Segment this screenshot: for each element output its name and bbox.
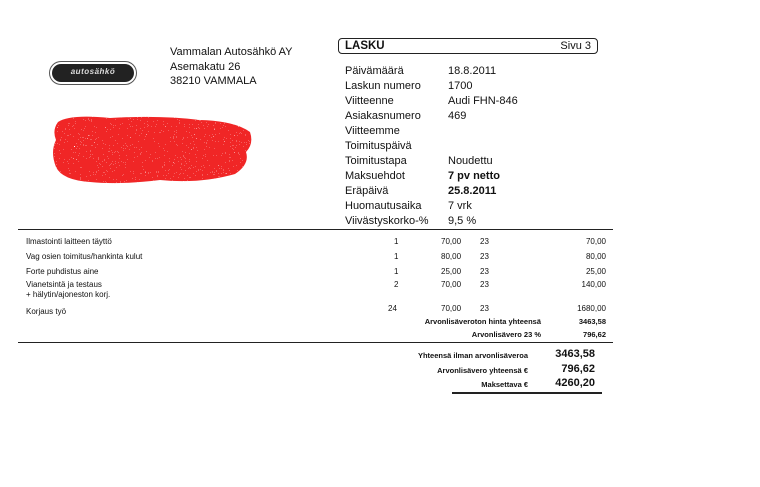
total-vat-value: 796,62 (561, 363, 595, 375)
company-street: Asemakatu 26 (170, 60, 241, 73)
item-description: Ilmastointi laitteen täyttö (26, 237, 112, 246)
meta-row (345, 214, 518, 229)
item-vat: 23 (480, 237, 489, 246)
meta-row (345, 79, 518, 94)
company-name: Vammalan Autosähkö AY (170, 46, 293, 58)
meta-label: Viitteemme (345, 125, 400, 137)
divider-top (18, 229, 613, 230)
item-quantity: 1 (394, 252, 399, 261)
meta-label: Maksuehdot (345, 170, 405, 182)
meta-row (345, 199, 518, 214)
item-unit-price: 80,00 (441, 252, 462, 261)
meta-label: Asiakasnumero (345, 110, 421, 122)
meta-value: 7 pv netto (448, 170, 500, 182)
meta-value: 469 (448, 110, 467, 122)
item-quantity: 24 (388, 304, 397, 313)
item-description: Vianetsintä ja testaus (26, 280, 102, 289)
meta-value: Audi FHN-846 (448, 95, 518, 107)
company-address (170, 45, 293, 89)
item-vat: 23 (480, 304, 489, 313)
meta-row (345, 64, 518, 79)
item-quantity: 1 (394, 267, 399, 276)
meta-row (345, 94, 518, 109)
item-quantity: 1 (394, 237, 399, 246)
item-description-line2: + hälytin/ajoneston korj. (26, 290, 111, 299)
meta-row (345, 184, 518, 199)
total-vat-label: Arvonlisävero yhteensä € (437, 366, 528, 375)
invoice-header-box (338, 38, 598, 54)
total-net-value: 3463,58 (555, 348, 595, 360)
meta-label: Eräpäivä (345, 185, 389, 197)
invoice-title: LASKU (345, 40, 385, 52)
item-sum: 1680,00 (577, 304, 606, 313)
meta-label: Huomautusaika (345, 200, 422, 212)
item-sum: 25,00 (585, 267, 606, 276)
meta-label: Viitteenne (345, 95, 394, 107)
item-description: Korjaus työ (26, 307, 67, 316)
subtotal-net-label: Arvonlisäveroton hinta yhteensä (424, 317, 541, 326)
meta-label: Päivämäärä (345, 65, 404, 77)
invoice-meta (345, 64, 518, 229)
company-logo (52, 64, 134, 82)
meta-value: 25.8.2011 (448, 185, 497, 197)
item-description: Forte puhdistus aine (26, 267, 99, 276)
amount-due-value: 4260,20 (555, 377, 595, 389)
meta-value: 9,5 % (448, 215, 477, 227)
total-net-label: Yhteensä ilman arvonlisäveroa (417, 351, 528, 360)
item-vat: 23 (480, 280, 489, 289)
meta-row (345, 139, 518, 154)
item-unit-price: 25,00 (441, 267, 462, 276)
item-unit-price: 70,00 (441, 237, 462, 246)
meta-label: Toimitustapa (345, 155, 407, 167)
total-underline (452, 392, 602, 394)
meta-label: Laskun numero (345, 80, 421, 92)
item-sum: 80,00 (585, 252, 606, 261)
item-vat: 23 (480, 267, 489, 276)
page-number: Sivu 3 (560, 40, 591, 52)
company-city: 38210 VAMMALA (170, 75, 257, 87)
redacted-address (50, 112, 255, 187)
item-description: Vag osien toimitus/hankinta kulut (26, 252, 143, 261)
item-quantity: 2 (394, 280, 399, 289)
subtotal-vat-label: Arvonlisävero 23 % (471, 330, 541, 339)
meta-row (345, 154, 518, 169)
meta-value: 7 vrk (448, 200, 472, 212)
logo-text: autosähkö (70, 67, 116, 76)
item-vat: 23 (480, 252, 489, 261)
item-unit-price: 70,00 (441, 304, 462, 313)
meta-row (345, 169, 518, 184)
item-sum: 70,00 (585, 237, 606, 246)
subtotal-net-value: 3463,58 (578, 317, 606, 326)
meta-value: Noudettu (448, 155, 493, 167)
item-unit-price: 70,00 (441, 280, 462, 289)
meta-row (345, 124, 518, 139)
meta-value: 18.8.2011 (448, 65, 497, 77)
amount-due-label: Maksettava € (481, 380, 528, 389)
subtotal-vat-value: 796,62 (583, 330, 606, 339)
item-sum: 140,00 (581, 280, 606, 289)
meta-label: Viivästyskorko-% (345, 215, 429, 227)
meta-value: 1700 (448, 80, 473, 92)
divider-bottom (18, 342, 613, 343)
meta-row (345, 109, 518, 124)
meta-label: Toimituspäivä (345, 140, 412, 152)
